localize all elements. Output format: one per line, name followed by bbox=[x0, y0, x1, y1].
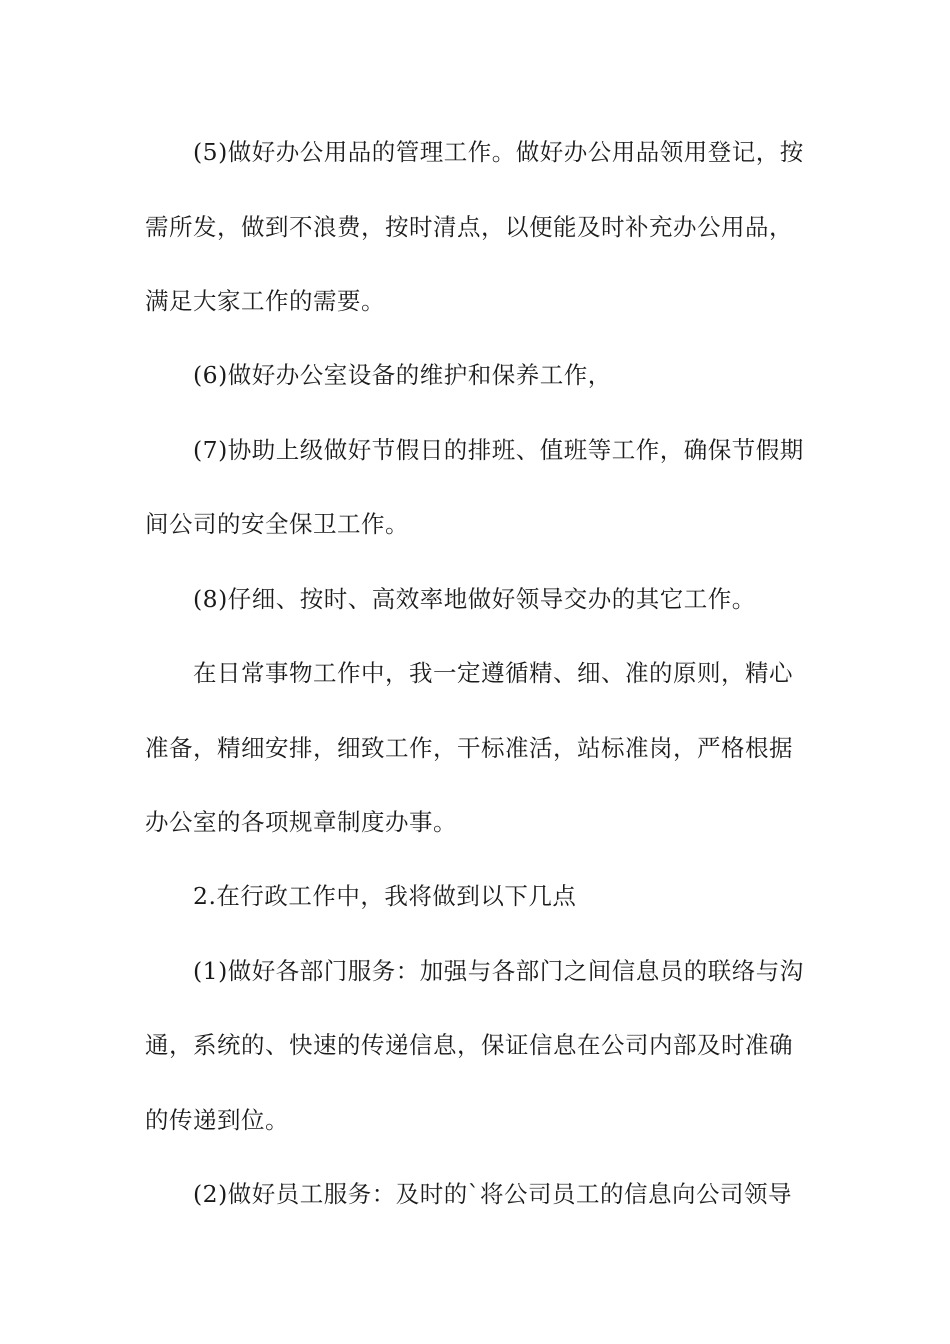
paragraph-line: 通，系统的、快速的传递信息，保证信息在公司内部及时准确 bbox=[145, 1031, 793, 1059]
paragraph-line: (1)做好各部门服务：加强与各部门之间信息员的联络与沟 bbox=[193, 957, 804, 985]
paragraph-line: 的传递到位。 bbox=[145, 1106, 289, 1134]
paragraph-line: 准备，精细安排，细致工作，干标准活，站标准岗，严格根据 bbox=[145, 734, 793, 762]
paragraph-line: (2)做好员工服务：及时的`将公司员工的信息向公司领导 bbox=[193, 1180, 793, 1208]
paragraph-line: 在日常事物工作中，我一定遵循精、细、准的原则，精心 bbox=[193, 659, 793, 687]
paragraph-line: (7)协助上级做好节假日的排班、值班等工作，确保节假期 bbox=[193, 436, 804, 464]
paragraph-line: 满足大家工作的需要。 bbox=[145, 287, 385, 315]
paragraph-line: 办公室的各项规章制度办事。 bbox=[145, 808, 457, 836]
paragraph-line: (8)仔细、按时、高效率地做好领导交办的其它工作。 bbox=[193, 585, 756, 613]
paragraph-line: 间公司的安全保卫工作。 bbox=[145, 510, 409, 538]
paragraph-line: (6)做好办公室设备的维护和保养工作， bbox=[193, 361, 612, 389]
paragraph-line: (5)做好办公用品的管理工作。做好办公用品领用登记，按 bbox=[193, 138, 804, 166]
paragraph-line: 需所发，做到不浪费，按时清点，以便能及时补充办公用品， bbox=[145, 213, 793, 241]
paragraph-line: 2.在行政工作中，我将做到以下几点 bbox=[193, 882, 577, 910]
